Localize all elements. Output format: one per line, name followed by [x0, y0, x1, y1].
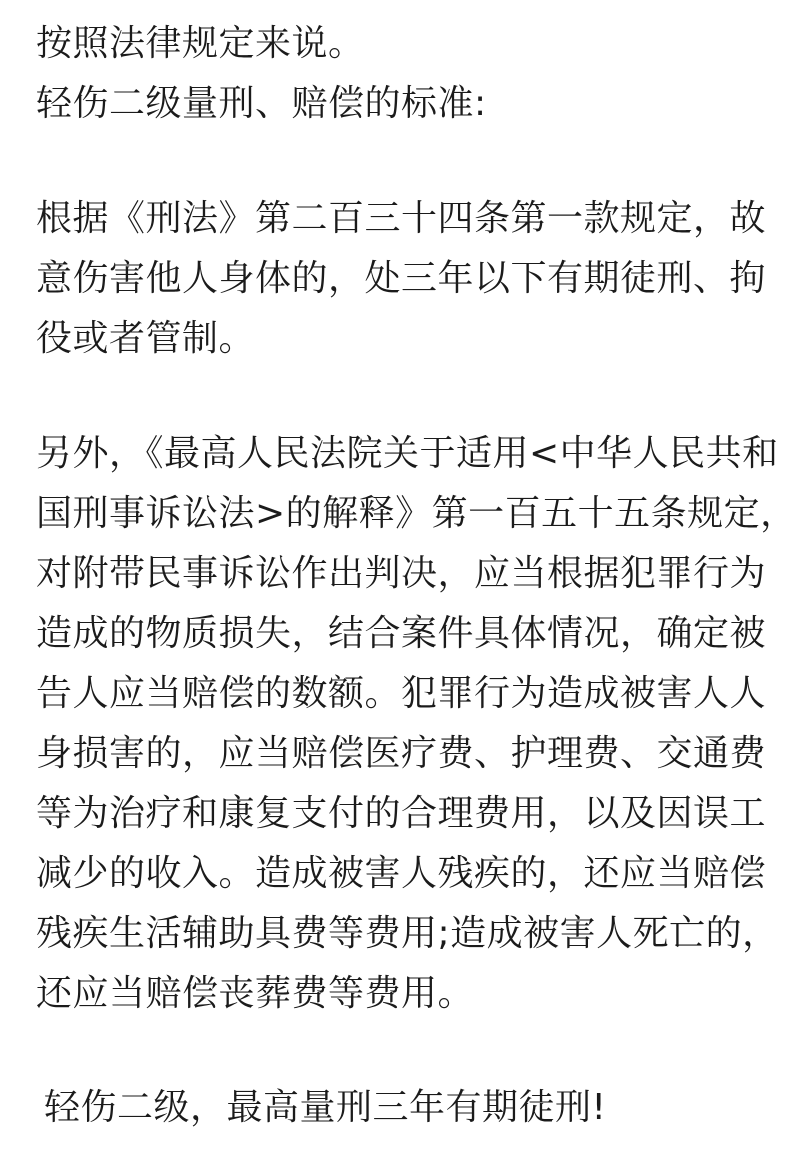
paragraph2-line-1: 另外，《最高人民法院关于适用<中华人民共和 — [36, 433, 779, 474]
paragraph1-line-2: 意伤害他人身体的，处三年以下有期徒刑、拘 — [36, 258, 767, 299]
paragraph2-line-7: 等为治疗和康复支付的合理费用，以及因误工 — [36, 793, 767, 834]
paragraph2-line-5: 告人应当赔偿的数额。犯罪行为造成被害人人 — [36, 673, 767, 714]
intro-line-2: 轻伤二级量刑、赔偿的标准: — [36, 83, 487, 124]
paragraph1-line-3: 役或者管制。 — [36, 318, 256, 359]
paragraph2-line-9: 残疾生活辅助具费等费用;造成被害人死亡的， — [36, 913, 779, 954]
intro-line-1: 按照法律规定来说。 — [36, 23, 365, 64]
paragraph2-line-10: 还应当赔偿丧葬费等费用。 — [36, 973, 475, 1014]
paragraph2-line-4: 造成的物质损失，结合案件具体情况，确定被 — [36, 613, 767, 654]
paragraph2-line-6: 身损害的，应当赔偿医疗费、护理费、交通费 — [36, 733, 767, 774]
paragraph2-line-3: 对附带民事诉讼作出判决，应当根据犯罪行为 — [36, 553, 767, 594]
conclusion-line: 轻伤二级，最高量刑三年有期徒刑! — [44, 1087, 607, 1128]
paragraph1-line-1: 根据《刑法》第二百三十四条第一款规定，故 — [36, 198, 767, 239]
paragraph2-line-8: 减少的收入。造成被害人残疾的，还应当赔偿 — [36, 853, 767, 894]
paragraph2-line-2: 国刑事诉讼法>的解释》第一百五十五条规定， — [36, 493, 797, 534]
